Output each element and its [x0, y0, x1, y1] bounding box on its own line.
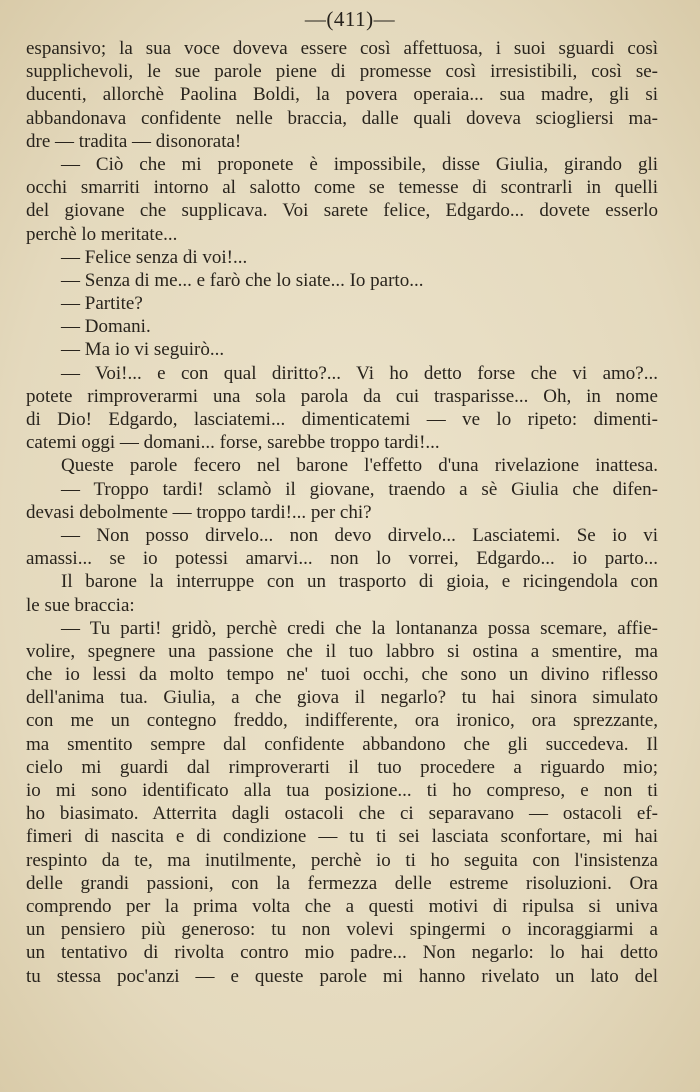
- text-line: supplichevoli, le sue parole piene di promesse così irresistibili, così se-: [26, 61, 658, 83]
- text-line: amassi... se io potessi amarvi... non lo vorrei, Edgardo... io parto...: [26, 548, 658, 570]
- text-line: fimeri di nascita e di condizione — tu ti sei lasciata sconfortare, mi hai: [26, 826, 658, 848]
- text-line: tu stessa poc'anzi — e queste parole mi hanno rivelato un lato del: [26, 965, 658, 987]
- text-line: devasi debolmente — troppo tardi!... per chi?: [26, 501, 372, 523]
- text-line: Il barone la interruppe con un trasporto di gioia, e ricingendola con: [61, 571, 658, 593]
- text-line: io mi sono identificato alla tua posizione... ti ho compreso, e non ti: [26, 780, 658, 801]
- text-line: — Tu parti! gridò, perchè credi che la lontananza possa scemare, affie-: [61, 617, 658, 639]
- text-line: delle grandi passioni, con la fermezza delle estreme risoluzioni. Ora: [26, 872, 658, 894]
- text-line: — Domani.: [61, 316, 151, 338]
- text-line: ma smentito sempre dal confidente abbandono che gli succedeva. Il: [26, 733, 658, 755]
- text-line: ho biasimato. Atterrita dagli ostacoli che ci separavano — ostacoli ef-: [26, 803, 658, 825]
- text-line: di Dio! Edgardo, lasciatemi... dimenticatemi — ve lo ripeto: dimenti-: [26, 409, 658, 430]
- page-number: —(411)—: [304, 7, 396, 31]
- text-line: perchè lo meritate...: [26, 223, 178, 245]
- text-line: del giovane che supplicava. Voi sarete felice, Edgardo... dovete esserlo: [26, 200, 658, 222]
- text-line: dre — tradita — disonorata!: [26, 130, 242, 152]
- text-line: abbandonava confidente nelle braccia, dalle quali doveva sciogliersi ma-: [26, 107, 658, 129]
- text-line: — Felice senza di voi!...: [61, 246, 248, 268]
- text-line: — Non posso dirvelo... non devo dirvelo... Lasciatemi. Se io vi: [61, 524, 658, 546]
- text-line: le sue braccia:: [26, 594, 135, 616]
- text-line: catemi oggi — domani... forse, sarebbe troppo tardi!...: [26, 432, 440, 454]
- text-line: — Partite?: [61, 293, 143, 315]
- text-line: espansivo; la sua voce doveva essere così affettuosa, i suoi sguardi così: [26, 38, 658, 59]
- text-line: volire, spegnere una passione che il tuo labbro si ostina a smentire, ma: [26, 640, 658, 662]
- text-line: comprendo per la prima volta che a questi motivi di ripulsa si univa: [26, 895, 658, 917]
- text-line: respinto da te, ma inutilmente, perchè io ti ho seguita con l'insistenza: [26, 849, 658, 871]
- text-line: un pensiero più generoso: tu non volevi spingermi o incoraggiarmi a: [26, 919, 658, 941]
- text-line: con me un contegno freddo, indifferente, ora ironico, ora sprezzante,: [26, 710, 658, 732]
- text-line: Queste parole fecero nel barone l'effetto d'una rivelazione inattesa.: [61, 455, 658, 477]
- text-line: potete rimproverarmi una sola parola da cui trasparisse... Oh, in nome: [26, 385, 658, 407]
- text-line: occhi smarriti intorno al salotto come se temesse di scontrarli in quelli: [26, 177, 658, 199]
- text-line: — Ciò che mi proponete è impossibile, disse Giulia, girando gli: [61, 153, 658, 175]
- text-line: ducenti, allorchè Paolina Boldi, la povera operaia... sua madre, gli si: [26, 84, 658, 106]
- text-line: un tentativo di rivolta contro mio padre... Non negarlo: lo hai detto: [26, 942, 658, 964]
- text-line: — Senza di me... e farò che lo siate... Io parto...: [61, 269, 424, 291]
- text-line: — Troppo tardi! sclamò il giovane, traendo a sè Giulia che difen-: [61, 478, 658, 500]
- text-line: — Ma io vi seguirò...: [61, 339, 225, 361]
- page-text: [0, 37, 700, 988]
- text-line: cielo mi guardi dal rimproverarti il tuo procedere a riguardo mio;: [26, 756, 658, 778]
- text-line: — Voi!... e con qual diritto?... Vi ho detto forse che vi amo?...: [61, 362, 658, 384]
- text-line: che io lessi da molto tempo ne' tuoi occhi, che sono un divino riflesso: [26, 664, 658, 686]
- text-line: dell'anima tua. Giulia, a che giova il negarlo? tu hai sinora simulato: [26, 687, 658, 709]
